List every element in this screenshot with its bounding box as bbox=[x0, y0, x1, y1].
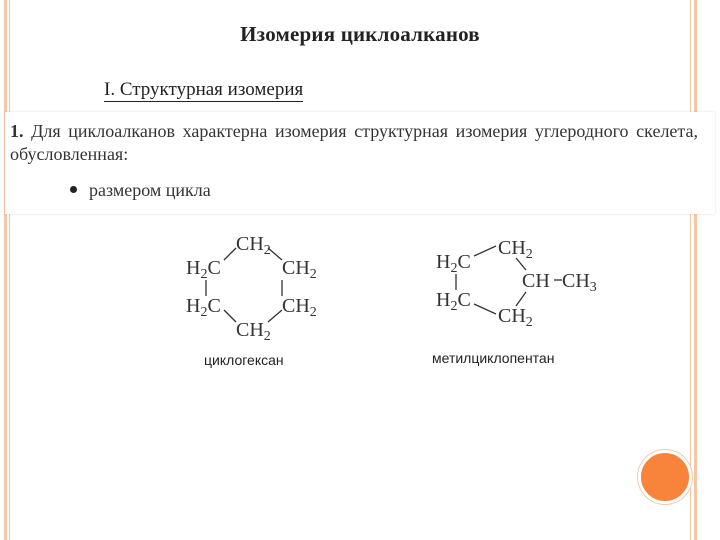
methylcyclopentane-bottom-right-group: $CH_2$ bbox=[498, 305, 533, 330]
methylcyclopentane-caption: метилциклопентан bbox=[432, 350, 555, 366]
methylcyclopentane-methyl-group: $CH_3$ bbox=[562, 270, 597, 295]
bullet-item bbox=[70, 180, 211, 201]
methylcyclopentane-top-left-group: $H_2C$ bbox=[436, 251, 471, 276]
orange-circle-decoration bbox=[638, 450, 692, 504]
cyclohexane-upper-right-group: $CH_2$ bbox=[282, 257, 317, 282]
slide-frame-left-thin bbox=[9, 0, 10, 540]
cyclohexane-caption: циклогексан bbox=[204, 352, 284, 368]
methylcyclopentane-ch-group: CH bbox=[522, 270, 550, 292]
cyclohexane-top-group: $CH_2$ bbox=[236, 233, 271, 258]
methylcyclopentane-bottom-left-group: $H_2C$ bbox=[436, 289, 471, 314]
bullet-text: размером цикла bbox=[89, 180, 211, 200]
slide-frame-left bbox=[4, 0, 7, 540]
cyclohexane-structure bbox=[170, 226, 340, 356]
paragraph-number: 1. bbox=[10, 121, 24, 141]
bullet-dot-icon bbox=[70, 186, 77, 193]
paragraph-text: Для циклоалканов характерна изомерия структурная изомерия углеродного скелета, обусловленная: bbox=[10, 121, 698, 164]
cyclohexane-lower-left-group: $H_2C$ bbox=[186, 295, 221, 320]
slide-frame-right bbox=[694, 0, 697, 540]
slide-title: Изомерия циклоалканов bbox=[240, 22, 480, 46]
paragraph bbox=[10, 120, 698, 166]
section-heading: I. Структурная изомерия bbox=[104, 79, 304, 100]
slide-frame-right-thin bbox=[690, 0, 691, 540]
cyclohexane-upper-left-group: $H_2C$ bbox=[186, 257, 221, 282]
cyclohexane-lower-right-group: $CH_2$ bbox=[282, 295, 317, 320]
methylcyclopentane-top-right-group: $CH_2$ bbox=[498, 237, 533, 262]
methylcyclopentane-structure bbox=[432, 232, 612, 332]
cyclohexane-bottom-group: $CH_2$ bbox=[236, 319, 271, 344]
